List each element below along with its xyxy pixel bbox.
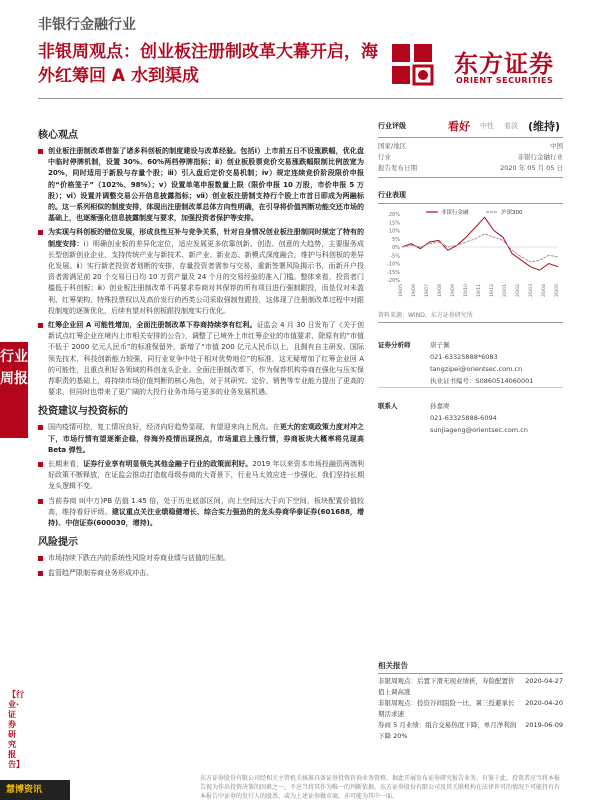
x-tick-label: 19/10 <box>464 284 469 297</box>
report-title: 非银周观点：创业板注册制改革大幕开启，海外红筹回 A 水到渠成 <box>38 42 378 86</box>
y-tick-label: -5% <box>390 253 400 260</box>
y-tick-label: 5% <box>392 236 400 243</box>
y-tick-label: 10% <box>388 228 400 235</box>
meta-value: 非银行金融行业 <box>517 153 563 161</box>
x-tick-label: 20/05 <box>555 284 560 297</box>
legend-label: 沪深300 <box>501 210 523 216</box>
related-title[interactable]: 非银周观点：投资谷间阻险一比，暑三投避承长期活求速 <box>378 699 515 718</box>
related-item[interactable] <box>378 698 563 720</box>
rating-keep: (维持) <box>528 120 561 133</box>
related-reports <box>378 660 563 742</box>
logo-english: ORIENT SECURITIES <box>456 76 554 85</box>
related-date: 2020-04-20 <box>525 699 563 707</box>
meta-value: 中国 <box>550 142 563 150</box>
related-item[interactable] <box>378 676 563 698</box>
core-heading: 核心观点 <box>38 130 78 141</box>
risk-heading: 风险提示 <box>38 537 78 549</box>
meta-value: 2020 年 05 月 05 日 <box>500 164 563 172</box>
rating-neutral: 中性 <box>480 122 494 130</box>
x-tick-label: 19/07 <box>425 284 430 297</box>
analyst-email[interactable]: tangzipei@orientsec.com.cn <box>430 365 523 373</box>
risk-bullet-2-text: 监管趋严限制券商业务形成冲击。 <box>48 568 153 577</box>
contact-name: 孙嘉赓 <box>430 402 450 410</box>
rating-value: 看好 <box>448 120 470 133</box>
advice-bullet-1-bold: 更大的宏观政策力度对冲之下，市场行情有望逐渐企稳，待海外疫情出现拐点，市场重启上涨行情，券商板块大概率将兑现高 Beta 弹性。 <box>48 423 364 454</box>
contact-row <box>378 400 563 412</box>
advice-bullet-2 <box>38 459 364 493</box>
analyst-license: 执业证书编号：S0860514060001 <box>430 377 534 385</box>
analyst-label: 证券分析师 <box>378 341 411 349</box>
advice-bullet-2-rest: 2019 年以来资本市场投融资两端利好政策不断释放，在证监会推动打造航母级券商的大背景下，行业马太效应进一步强化，我们坚持长期龙头逻辑不变。 <box>48 460 365 491</box>
header-divider <box>38 98 563 99</box>
meta-key: 报告发布日期 <box>378 164 417 172</box>
y-tick-label: -15% <box>387 269 400 276</box>
core-bullet-3-bold: 红筹企业回 A 可能性增加，全面注册制改革下券商持续享有红利。 <box>48 321 257 330</box>
x-tick-label: 19/05 <box>399 284 404 297</box>
related-title[interactable]: 券商 5 月业绩：组合交易热度下降，单月净利润下降 20% <box>378 721 517 740</box>
meta-row <box>378 152 563 163</box>
risk-bullet-2 <box>38 568 364 579</box>
related-heading: 相关报告 <box>378 660 563 674</box>
contact-phone: 021-63325888-6094 <box>430 414 497 422</box>
meta-row <box>378 141 563 152</box>
analyst-block <box>378 339 563 436</box>
x-tick-label: 19/09 <box>451 284 456 297</box>
advice-bullet-1-text: 国内疫情可控，复工情况良好，经济向好趋势显现，有望迎来向上拐点。在 <box>48 423 280 432</box>
series-line <box>402 234 558 262</box>
advice-bullet-3 <box>38 496 364 530</box>
series-line <box>402 217 558 270</box>
meta-list <box>378 138 563 178</box>
y-tick-label: -20% <box>387 278 400 284</box>
analyst-row <box>378 363 563 375</box>
rating-negative: 看淡 <box>504 122 518 130</box>
advice-bullet-2-text: 长期来看， <box>48 460 84 469</box>
risk-bullet-1-text: 市场持续下跌在内的系统性风险对券商业绩与估值的压制。 <box>48 554 230 563</box>
meta-row <box>378 163 563 174</box>
disclaimer: 东方证券股份有限公司经相关主管机关核准具备证券投资咨询业务资格，据此开展发布证券研究报告业务。有鉴于此，投资者应当将本报告视为作出投资决策的因素之一，不应当将其作为唯一的判断依据。东方证券股份有限公司及其关联机构在法律许可的情况下可能持有有本报告中证券的发行人的股票，或为上述证券做市商，亦可能为其中一面。 <box>200 775 561 800</box>
analyst-row <box>378 375 563 388</box>
related-title[interactable]: 非银周观点：后置下滑无现业绩析，寿险配置价值上调高涨 <box>378 677 515 696</box>
performance-chart-svg <box>378 206 563 306</box>
x-tick-label: 19/08 <box>438 284 443 297</box>
analyst-phone: 021-63325888*6083 <box>430 353 498 361</box>
y-tick-label: 0% <box>392 245 400 251</box>
contact-label: 联系人 <box>378 402 398 410</box>
side-tab-report-type: 【行业·证券研究报告】 <box>8 690 24 769</box>
core-bullet-1 <box>38 146 364 224</box>
x-tick-label: 20/01 <box>503 284 508 297</box>
x-tick-label: 19/12 <box>490 284 495 297</box>
advice-bullet-2-bold: 证券行业享有明显领先其他金融子行业的政策面利好。 <box>83 460 253 469</box>
rating-label: 行业评级 <box>378 122 406 130</box>
x-tick-label: 20/04 <box>542 284 547 297</box>
related-date: 2019-06-09 <box>525 721 563 729</box>
x-tick-label: 19/06 <box>412 284 417 297</box>
related-item[interactable] <box>378 720 563 742</box>
risk-bullet-1 <box>38 553 364 564</box>
core-bullet-2-bold: 为实现与科创板的错位发展，形成良性互补与竞争关系，针对自身情况创业板注册制同时规定了特有的制度安排： <box>48 228 364 248</box>
advice-bullet-3-bold: 建议重点关注业绩稳健增长、综合实力强劲的的龙头券商华泰证券(601688，增持)、中信证券(600030，增持)。 <box>48 507 364 528</box>
x-tick-label: 20/03 <box>529 284 534 297</box>
legend-label: 非银行金融 <box>441 210 469 216</box>
main-column <box>38 122 364 582</box>
core-bullet-2 <box>38 227 364 317</box>
logo-mark-icon <box>388 38 448 94</box>
advice-bullet-3-text: 当前券商 II(中万)PB 估值 1.45 倍，处于历史底部区间，向上空间远大于向下空间，板块配置价值较高，维持看好评级。 <box>48 496 364 516</box>
contact-row <box>378 424 563 436</box>
logo-name: 东方证券 <box>454 50 554 78</box>
core-bullet-3 <box>38 320 364 398</box>
performance-heading: 行业表现 <box>378 190 563 204</box>
chart-source: 资料来源：WIND、东方证券研究所 <box>378 310 563 323</box>
y-tick-label: 15% <box>388 220 400 227</box>
core-bullet-1-text: 创业板注册制改革借鉴了诸多科创板的制度建设与改革经验。包括ⅰ）上市前五日不设涨跌幅，优化盘中临时停牌机制，设置 30%、60%两档停牌指标；ⅱ）创业板股票竞价交易涨跌幅限制比例放宽为 20%，同时适用于新股与存量个股；ⅲ）引入盘后定价交易机制；ⅳ）规定连续竞价阶段限价申报的“价格笼子”（102%、98%）；ⅴ）设置单笔申报数量上限（限价申报 10 万股，市价申报 5 万股）；ⅵ）设置并调整交易公开信息披露指标；ⅶ）创业板注册制支持行个股上市首日即成为两融标的。这一系列相似的制度安排，体现出注册制改革总体方向性明确，在引导将价值判断功能交还市场的基础上，也逐渐强化信息披露制度与要求，加强投资者保护等安排。 <box>48 147 364 223</box>
contact-row <box>378 412 563 424</box>
footer-logo: 慧博资讯 <box>0 780 70 800</box>
right-column <box>378 118 563 436</box>
meta-key: 行业 <box>378 153 391 161</box>
analyst-name: 唐子佩 <box>430 341 450 349</box>
analyst-row <box>378 351 563 363</box>
related-date: 2020-04-27 <box>525 677 563 685</box>
x-tick-label: 20/02 <box>516 284 521 297</box>
x-tick-label: 19/11 <box>477 284 482 297</box>
advice-heading: 投资建议与投资标的 <box>38 406 128 418</box>
side-tab: 行业周报 <box>0 342 28 438</box>
core-bullet-2-text: ⅰ）明确创业板的差异化定位，适应发展更多依靠创新、创造、创意的大趋势，主要服务成长型创新创业企业，支持传统产业与新技术、新产业、新业态、新模式深度融合，维护与科创板的差异化发展。ⅱ）实行新老投资者划断的安排，存量投资者需参与交易，重新签署风险揭示书，而新开户投资者需满足前 20 个交易日日均 10 万资产量及 24 个月的交易经验的准入门槛。整体来看，投资者门槛低于科创板；ⅲ）创业板注册制改革不再要求券商对其保荐的所有项目进行强制跟投，而是仅对未盈利、红筹架构、特殊投票权以及高价发行的西类公司采取强制性跟投，这体现了注册制改革过程中对跟投制度的逐渐优化，后续有望对科创板跟投制度实行优化。 <box>48 239 364 315</box>
company-logo <box>388 38 568 94</box>
analyst-row <box>378 339 563 351</box>
sector-tag: 非银行金融行业 <box>38 17 136 33</box>
performance-chart <box>378 206 563 306</box>
meta-key: 国家/地区 <box>378 142 407 150</box>
core-bullet-3-text: 证监会 4 月 30 日发布了《关于创新试点红筹企业在境内上市相关安排的公告》，调整了已境外上市红筹企业的市值要求，除原有的“市值不低于 2000 亿元人民币”的标准保留外，新增了“市值 200 亿元人民币以上，且拥有自主研发、国际领先技术，科技创新能力较强，同行业竞争中处于相对优势地位”的标准，这无疑增加了红筹企业回 A 的可能性，且重点利好各领域的科创龙头企业。全面注册制改革下，作为保荐机构券商在强化与压实保荐职责的基础上，将持续市场价值判断的核心角色，对于其研究、定价、销售等专业能力提出了更高的要求，但同时也带来了更广阔的大投行业务市场与更多的业务发展机遇。 <box>48 321 365 397</box>
advice-bullet-1 <box>38 422 364 456</box>
y-tick-label: -10% <box>387 261 400 268</box>
rating-row <box>378 118 563 138</box>
y-tick-label: 20% <box>388 212 400 218</box>
contact-email[interactable]: sunjiageng@orientsec.com.cn <box>430 426 528 434</box>
